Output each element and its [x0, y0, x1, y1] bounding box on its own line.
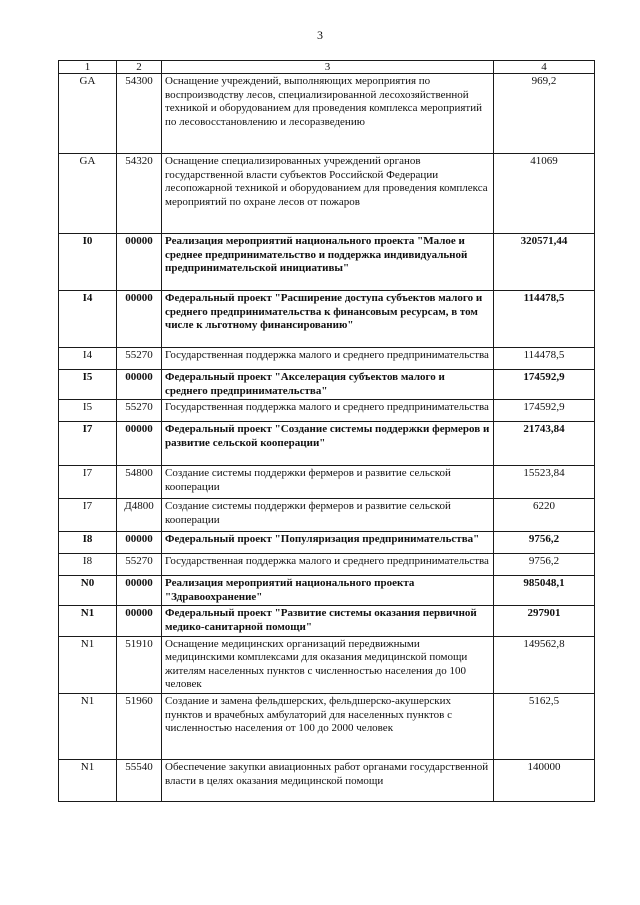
row-code-cell: I7: [59, 422, 117, 466]
row-code-cell: I4: [59, 291, 117, 348]
table-row: [59, 636, 595, 693]
row-number-cell: Д4800: [117, 499, 162, 532]
row-number-cell: 51910: [117, 636, 162, 693]
row-amount-cell: 6220: [494, 499, 595, 532]
row-number-cell: 54300: [117, 74, 162, 154]
row-code-cell: I4: [59, 348, 117, 370]
row-number-cell: 54800: [117, 466, 162, 499]
row-amount-cell: 174592,9: [494, 370, 595, 400]
row-code-cell: I0: [59, 234, 117, 291]
row-code-cell: I5: [59, 400, 117, 422]
row-amount-cell: 174592,9: [494, 400, 595, 422]
row-code-cell: N1: [59, 636, 117, 693]
column-header-4: 4: [494, 61, 595, 74]
row-description-cell: Создание и замена фельдшерских, фельдшерско-акушерских пунктов и врачебных амбулаторий для населенных пунктов с численностью населения от 100 до 2000 человек: [162, 693, 494, 759]
row-code-cell: GA: [59, 74, 117, 154]
row-amount-cell: 9756,2: [494, 554, 595, 576]
row-code-cell: I5: [59, 370, 117, 400]
row-amount-cell: 21743,84: [494, 422, 595, 466]
column-header-1: 1: [59, 61, 117, 74]
table-row: [59, 693, 595, 759]
row-code-cell: I7: [59, 499, 117, 532]
row-description-cell: Создание системы поддержки фермеров и развитие сельской кооперации: [162, 466, 494, 499]
row-number-cell: 54320: [117, 154, 162, 234]
row-description-cell: Оснащение медицинских организаций передвижными медицинскими комплексами для оказания медицинской помощи жителям населенных пунктов с численностью населения до 100 человек: [162, 636, 494, 693]
budget-table: [58, 60, 595, 802]
row-code-cell: N1: [59, 693, 117, 759]
row-amount-cell: 149562,8: [494, 636, 595, 693]
table-row: [59, 422, 595, 466]
row-number-cell: 00000: [117, 234, 162, 291]
row-number-cell: 55540: [117, 759, 162, 801]
row-amount-cell: 114478,5: [494, 348, 595, 370]
row-amount-cell: 9756,2: [494, 532, 595, 554]
row-description-cell: Создание системы поддержки фермеров и развитие сельской кооперации: [162, 499, 494, 532]
table-row: [59, 466, 595, 499]
row-amount-cell: 114478,5: [494, 291, 595, 348]
table-row: [59, 532, 595, 554]
row-description-cell: Оснащение специализированных учреждений органов государственной власти субъектов Российской Федерации лесопожарной техникой и оборудованием для проведения комплекса мероприятий по охране лесов от пожаров: [162, 154, 494, 234]
row-description-cell: Федеральный проект "Популяризация предпринимательства": [162, 532, 494, 554]
row-amount-cell: 41069: [494, 154, 595, 234]
row-number-cell: 00000: [117, 606, 162, 636]
page-number: 3: [317, 28, 323, 42]
row-number-cell: 00000: [117, 576, 162, 606]
row-amount-cell: 140000: [494, 759, 595, 801]
row-description-cell: Реализация мероприятий национального проекта "Здравоохранение": [162, 576, 494, 606]
row-description-cell: Федеральный проект "Развитие системы оказания первичной медико-санитарной помощи": [162, 606, 494, 636]
table-row: [59, 348, 595, 370]
table-row: [59, 154, 595, 234]
row-amount-cell: 5162,5: [494, 693, 595, 759]
row-code-cell: N0: [59, 576, 117, 606]
row-code-cell: N1: [59, 606, 117, 636]
table-row: [59, 74, 595, 154]
row-number-cell: 00000: [117, 291, 162, 348]
row-description-cell: Реализация мероприятий национального проекта "Малое и среднее предпринимательство и поддержка индивидуальной предпринимательской инициативы": [162, 234, 494, 291]
table-row: [59, 576, 595, 606]
row-amount-cell: 297901: [494, 606, 595, 636]
row-description-cell: Государственная поддержка малого и среднего предпринимательства: [162, 400, 494, 422]
table-row: [59, 759, 595, 801]
row-number-cell: 51960: [117, 693, 162, 759]
row-code-cell: N1: [59, 759, 117, 801]
row-description-cell: Государственная поддержка малого и среднего предпринимательства: [162, 554, 494, 576]
row-code-cell: I8: [59, 554, 117, 576]
row-number-cell: 00000: [117, 532, 162, 554]
row-description-cell: Оснащение учреждений, выполняющих мероприятия по воспроизводству лесов, специализированной лесохозяйственной техникой и оборудованием для проведения комплекса мероприятий по лесовосстановлению и лесоразведению: [162, 74, 494, 154]
table-row: [59, 499, 595, 532]
row-amount-cell: 320571,44: [494, 234, 595, 291]
row-description-cell: Федеральный проект "Расширение доступа субъектов малого и среднего предпринимательства к финансовым ресурсам, в том числе к льготному финансированию": [162, 291, 494, 348]
table-row: [59, 554, 595, 576]
table-row: [59, 400, 595, 422]
row-description-cell: Обеспечение закупки авиационных работ органами государственной власти в целях оказания медицинской помощи: [162, 759, 494, 801]
table-row: [59, 234, 595, 291]
row-description-cell: Федеральный проект "Акселерация субъектов малого и среднего предпринимательства": [162, 370, 494, 400]
row-number-cell: 00000: [117, 370, 162, 400]
row-amount-cell: 15523,84: [494, 466, 595, 499]
row-number-cell: 55270: [117, 348, 162, 370]
row-amount-cell: 985048,1: [494, 576, 595, 606]
row-description-cell: Государственная поддержка малого и среднего предпринимательства: [162, 348, 494, 370]
row-number-cell: 55270: [117, 400, 162, 422]
table-row: [59, 291, 595, 348]
row-amount-cell: 969,2: [494, 74, 595, 154]
table-row: [59, 606, 595, 636]
table-header-row: [59, 61, 595, 74]
column-header-2: 2: [117, 61, 162, 74]
row-number-cell: 55270: [117, 554, 162, 576]
table-row: [59, 370, 595, 400]
column-header-3: 3: [162, 61, 494, 74]
row-code-cell: I7: [59, 466, 117, 499]
row-number-cell: 00000: [117, 422, 162, 466]
row-code-cell: I8: [59, 532, 117, 554]
row-code-cell: GA: [59, 154, 117, 234]
row-description-cell: Федеральный проект "Создание системы поддержки фермеров и развитие сельской кооперации": [162, 422, 494, 466]
